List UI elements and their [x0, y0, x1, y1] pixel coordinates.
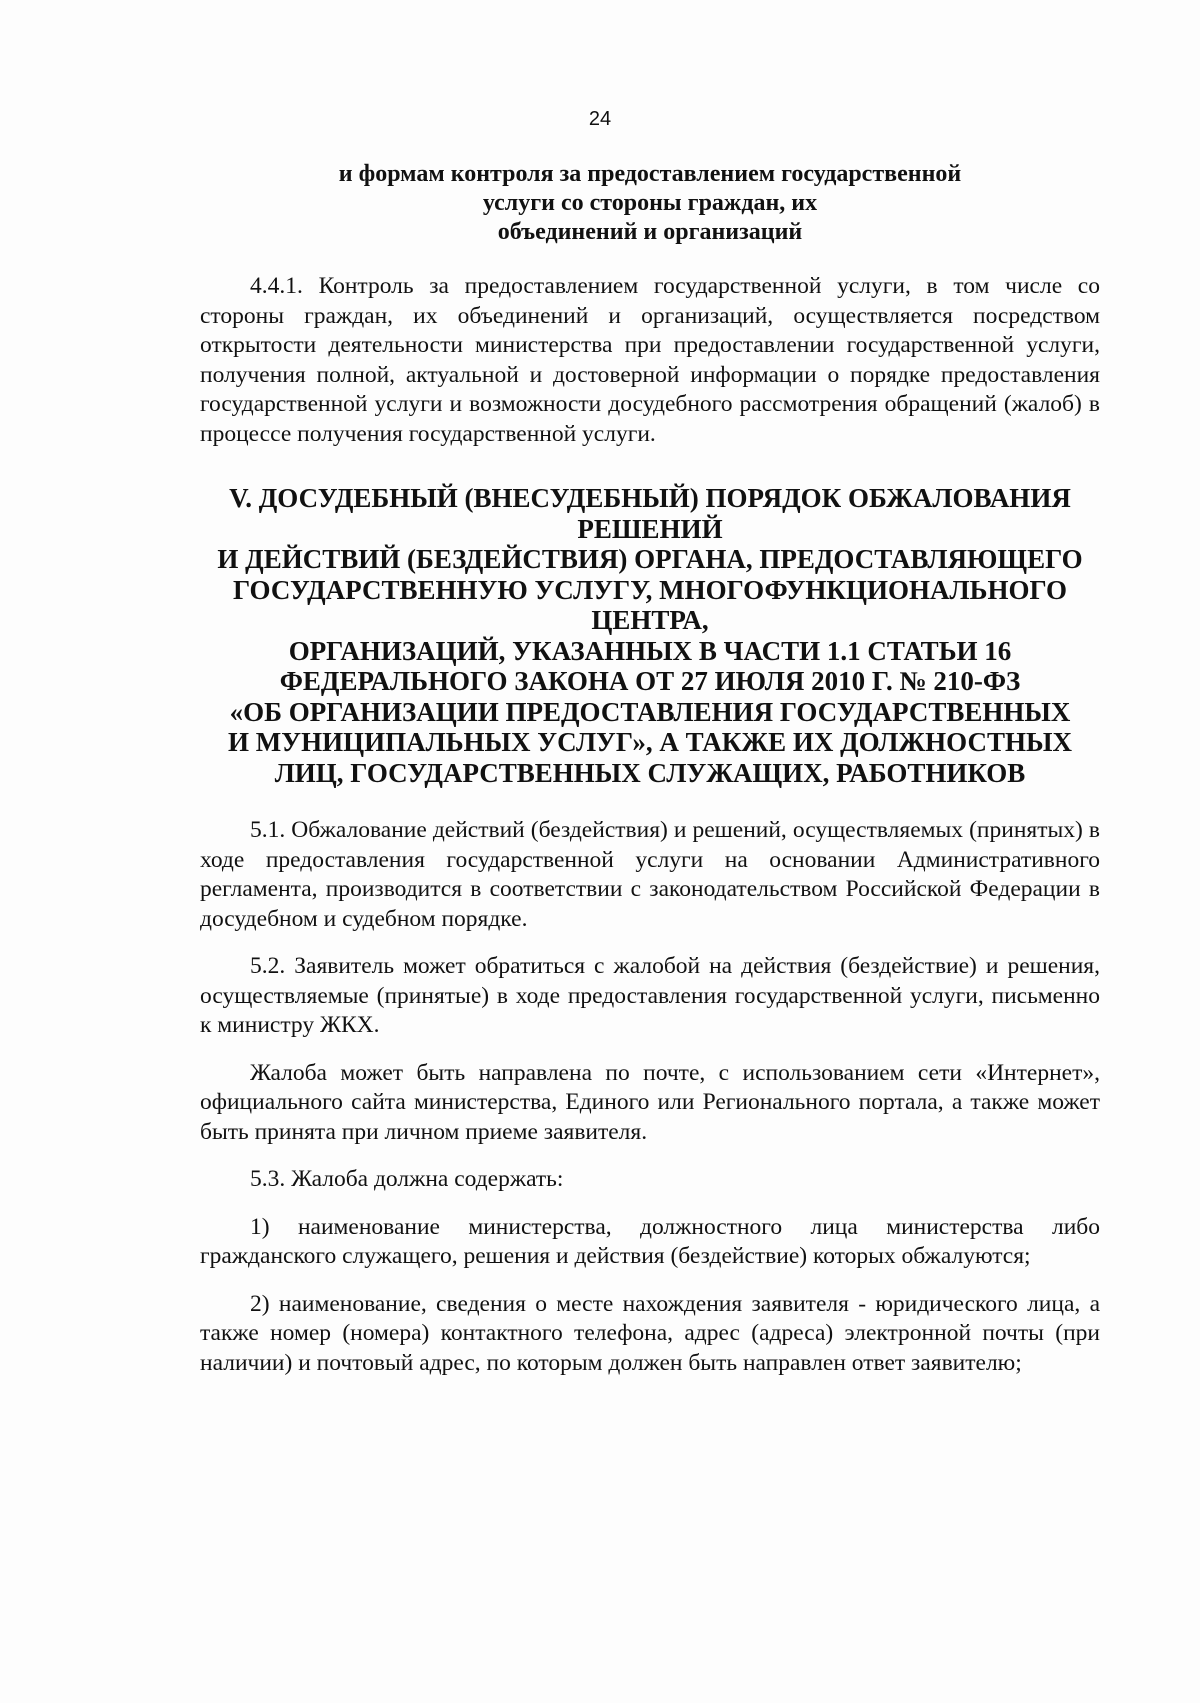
list-item-1: 1) наименование министерства, должностного лица министерства либо гражданского служащего, решения и действия (бездействие) которых обжалуются; [200, 1213, 1100, 1269]
section-title-line: ГОСУДАРСТВЕННУЮ УСЛУГУ, МНОГОФУНКЦИОНАЛЬНОГО [233, 574, 1067, 605]
subsection-heading-line: и формам контроля за предоставлением государственной [338, 161, 962, 187]
section-title-line: РЕШЕНИЙ [577, 513, 723, 544]
section-title-line: ЦЕНТРА, [591, 605, 709, 635]
paragraph-5-3: 5.3. Жалоба должна содержать: [250, 1166, 564, 1192]
paragraph-complaint-channels: Жалоба может быть направлена по почте, с использованием сети «Интернет», официального сайта министерства, Единого или Регионального портала, а также может быть принята при личном приеме заявителя. [200, 1059, 1100, 1145]
section-title-line: ФЕДЕРАЛЬНОГО ЗАКОНА ОТ 27 ИЮЛЯ 2010 Г. № 210-ФЗ [279, 666, 1021, 696]
section-title-line: ЛИЦ, ГОСУДАРСТВЕННЫХ СЛУЖАЩИХ, РАБОТНИКОВ [274, 757, 1026, 788]
section-title-line: ОРГАНИЗАЦИЙ, УКАЗАННЫХ В ЧАСТИ 1.1 СТАТЬИ 16 [288, 635, 1012, 666]
page-number: 24 [588, 108, 612, 130]
section-v-title [200, 483, 1100, 788]
list-item-2: 2) наименование, сведения о месте нахождения заявителя - юридического лица, а также номер (номера) контактного телефона, адрес (адреса) электронной почты (при наличии) и почтовый адрес, по которым должен быть направлен ответ заявителю; [200, 1290, 1100, 1376]
section-title-line: И ДЕЙСТВИЙ (БЕЗДЕЙСТВИЯ) ОРГАНА, ПРЕДОСТАВЛЯЮЩЕГО [217, 544, 1083, 574]
section-title-line: «ОБ ОРГАНИЗАЦИИ ПРЕДОСТАВЛЕНИЯ ГОСУДАРСТВЕННЫХ [229, 696, 1071, 727]
page-content [200, 160, 1100, 1396]
subsection-heading [200, 160, 1100, 247]
paragraph-5-2: 5.2. Заявитель может обратиться с жалобой на действия (бездействие) и решения, осуществляемые (принятые) в ходе предоставления государственной услуги, письменно к министру ЖКХ. [200, 953, 1100, 1038]
paragraph-4-4-1: 4.4.1. Контроль за предоставлением государственной услуги, в том числе со стороны граждан, их объединений и организаций, осуществляется посредством открытости деятельности министерства при предоставлении государственной услуги, получения полной, актуальной и достоверной информации о порядке предоставления государственной услуги и возможности досудебного рассмотрения обращений (жалоб) в процессе получения государственной услуги. [200, 273, 1100, 447]
subsection-heading-line: объединений и организаций [497, 219, 803, 245]
section-title-line: V. ДОСУДЕБНЫЙ (ВНЕСУДЕБНЫЙ) ПОРЯДОК ОБЖАЛОВАНИЯ [229, 483, 1071, 513]
subsection-heading-line: услуги со стороны граждан, их [482, 190, 818, 216]
paragraph-5-1: 5.1. Обжалование действий (бездействия) и решений, осуществляемых (принятых) в ходе предоставления государственной услуги на основании Административного регламента, производится в соответствии с законодательством Российской Федерации в досудебном и судебном порядке. [200, 817, 1100, 932]
section-title-line: И МУНИЦИПАЛЬНЫХ УСЛУГ», А ТАКЖЕ ИХ ДОЛЖНОСТНЫХ [228, 727, 1072, 757]
